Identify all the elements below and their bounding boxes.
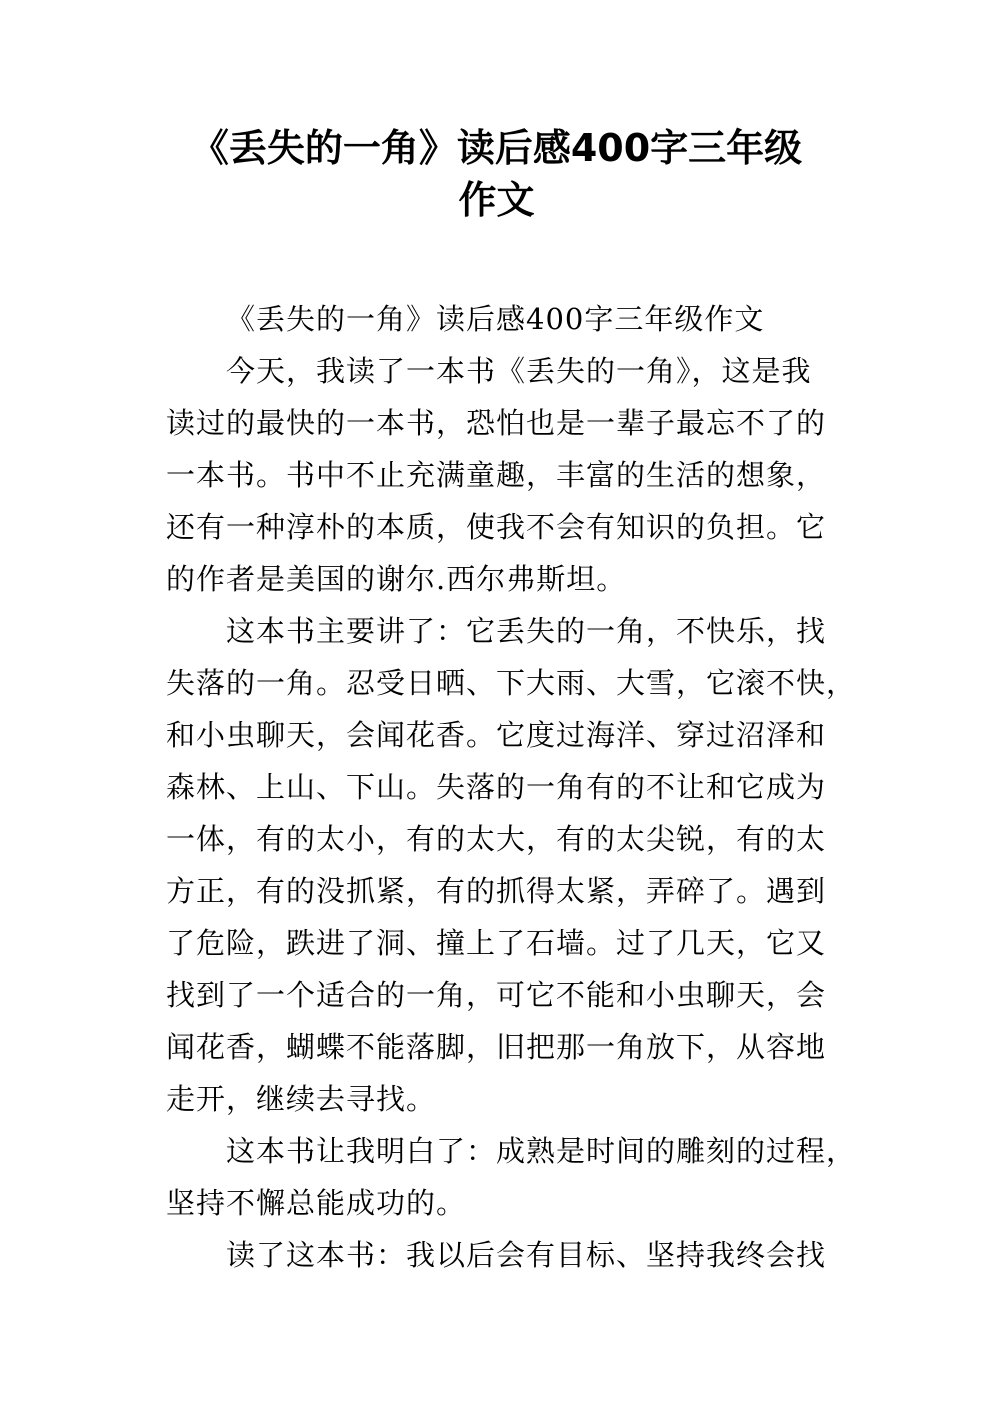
document-title-line-2: 作文 bbox=[458, 178, 535, 222]
paragraph-2-line: 走开，继续去寻找。 bbox=[166, 1082, 437, 1116]
paragraph-3-line: 这本书让我明白了：成熟是时间的雕刻的过程， bbox=[226, 1134, 857, 1168]
paragraph-2-line: 闻花香，蝴蝶不能落脚，旧把那一角放下，从容地 bbox=[166, 1030, 827, 1064]
paragraph-4-line: 读了这本书：我以后会有目标、坚持我终会找 bbox=[226, 1238, 827, 1272]
document-title-line-1: 《丢失的一角》读后感400字三年级 bbox=[190, 126, 803, 170]
paragraph-3-line: 坚持不懈总能成功的。 bbox=[166, 1186, 467, 1220]
paragraph-1-line: 的作者是美国的谢尔.西尔弗斯坦。 bbox=[166, 562, 627, 596]
paragraph-2-line: 这本书主要讲了：它丢失的一角，不快乐，找 bbox=[226, 614, 827, 648]
paragraph-2-line: 一体，有的太小，有的太大，有的太尖锐，有的太 bbox=[166, 822, 827, 856]
document-body bbox=[166, 293, 857, 1281]
paragraph-2-line: 了危险，跌进了洞、撞上了石墙。过了几天，它又 bbox=[166, 926, 827, 960]
paragraph-subtitle: 《丢失的一角》读后感400字三年级作文 bbox=[226, 302, 765, 336]
paragraph-1-line: 一本书。书中不止充满童趣，丰富的生活的想象， bbox=[166, 458, 827, 492]
paragraph-2-line: 找到了一个适合的一角，可它不能和小虫聊天，会 bbox=[166, 978, 827, 1012]
paragraph-2-line: 森林、上山、下山。失落的一角有的不让和它成为 bbox=[166, 770, 827, 804]
paragraph-1-line: 还有一种淳朴的本质，使我不会有知识的负担。它 bbox=[166, 510, 827, 544]
paragraph-2-line: 方正，有的没抓紧，有的抓得太紧，弄碎了。遇到 bbox=[166, 874, 827, 908]
paragraph-2-line: 和小虫聊天，会闻花香。它度过海洋、穿过沼泽和 bbox=[166, 718, 827, 752]
paragraph-2-line: 失落的一角。忍受日晒、下大雨、大雪，它滚不快， bbox=[166, 666, 857, 700]
paragraph-1-line: 今天，我读了一本书《丢失的一角》，这是我 bbox=[226, 354, 812, 388]
paragraph-1-line: 读过的最快的一本书，恐怕也是一辈子最忘不了的 bbox=[166, 406, 827, 440]
